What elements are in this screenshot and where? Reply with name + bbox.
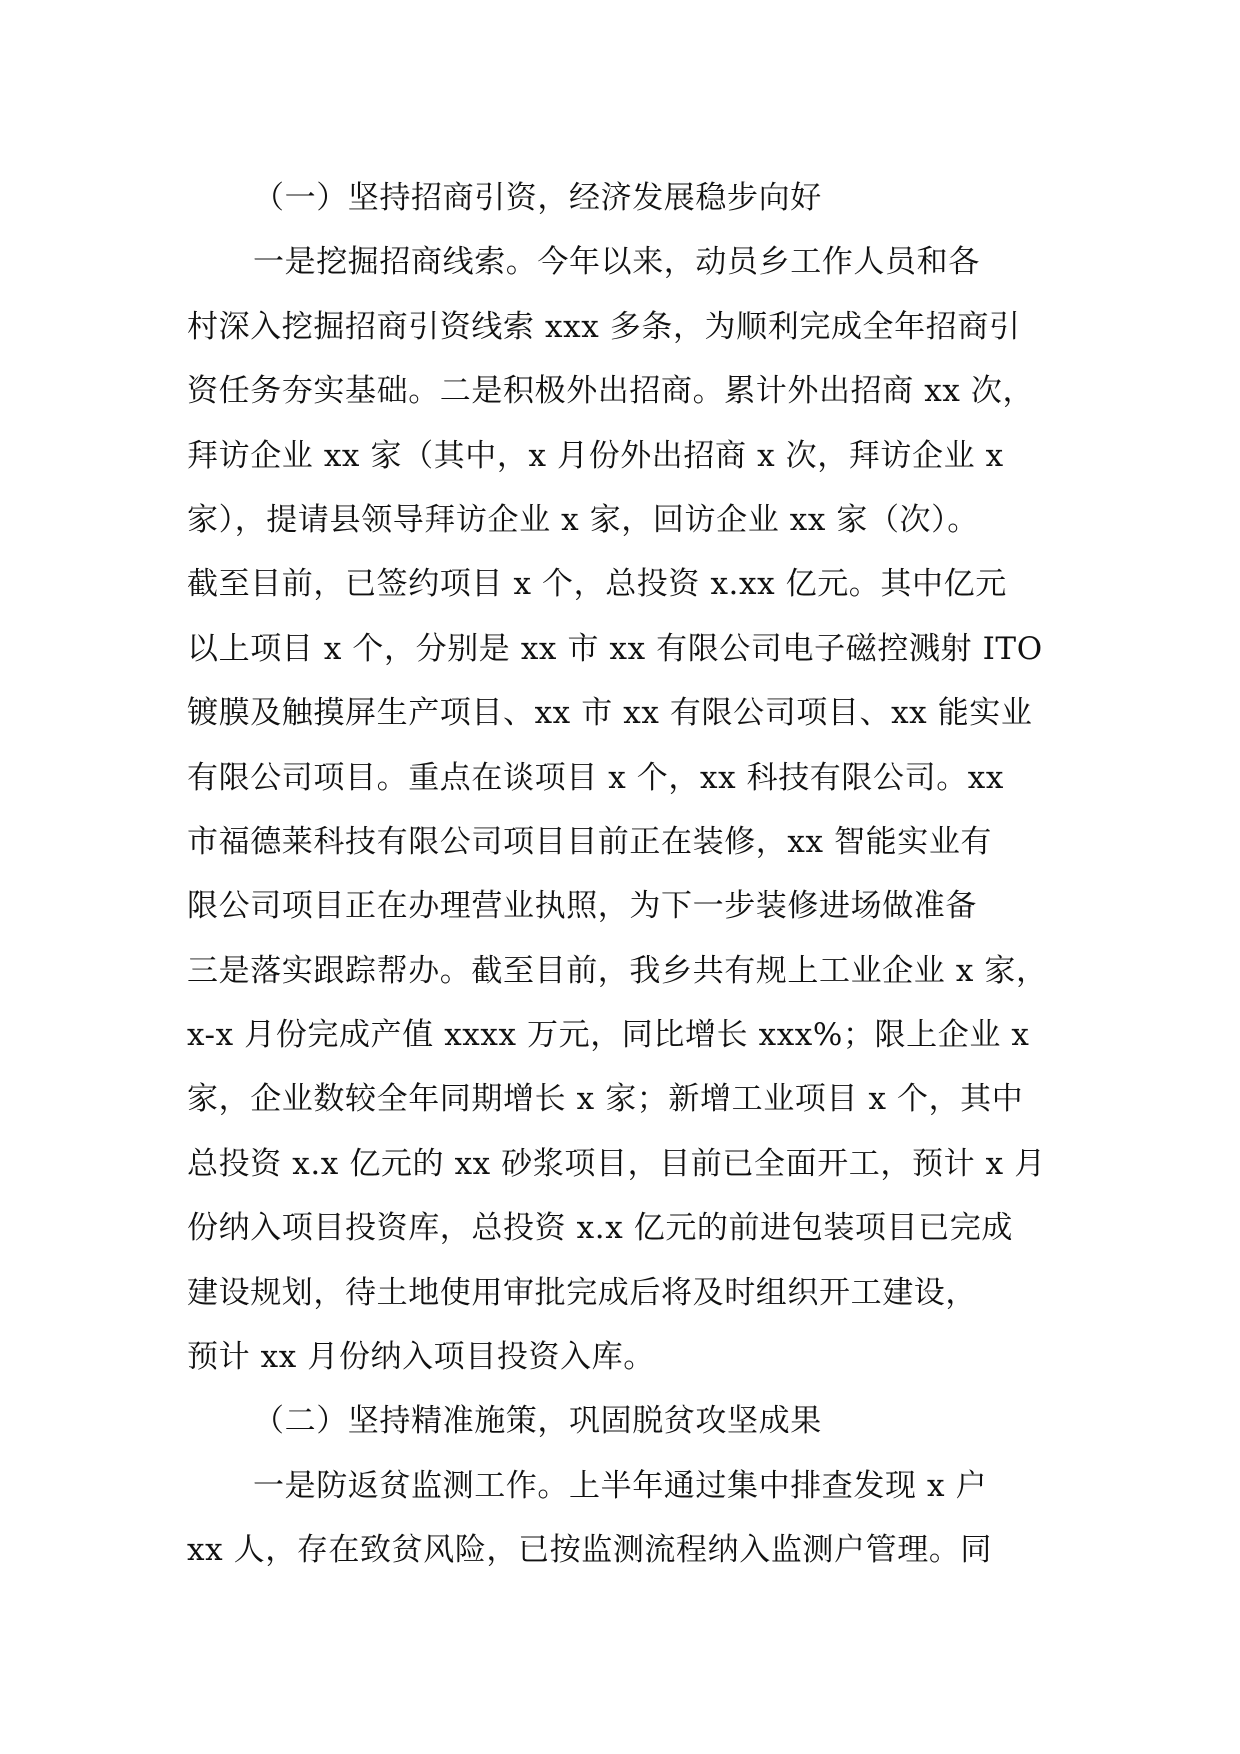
paragraph-line: 总投资 x.x 亿元的 xx 砂浆项目，目前已全面开工，预计 x 月 [187,1145,1046,1182]
paragraph-line: 限公司项目正在办理营业执照，为下一步装修进场做准备 [187,888,977,925]
paragraph-line: 村深入挖掘招商引资线索 xxx 多条，为顺利完成全年招商引 [187,308,1021,345]
paragraph-line: 一是防返贫监测工作。上半年通过集中排查发现 x 户 [253,1467,988,1504]
paragraph-line: 三是落实跟踪帮办。截至目前，我乡共有规上工业企业 x 家， [187,952,1048,989]
paragraph-line: 镀膜及触摸屏生产项目、xx 市 xx 有限公司项目、xx 能实业 [187,695,1033,732]
paragraph-line: x-x 月份完成产值 xxxx 万元，同比增长 xxx%；限上企业 x [187,1017,1030,1054]
paragraph-line: 有限公司项目。重点在谈项目 x 个，xx 科技有限公司。xx [187,759,1004,796]
paragraph-line: 份纳入项目投资库，总投资 x.x 亿元的前进包装项目已完成 [187,1210,1013,1247]
paragraph-line: 预计 xx 月份纳入项目投资入库。 [187,1339,655,1376]
section-heading-2: （二）坚持精准施策，巩固脱贫攻坚成果 [253,1403,822,1440]
paragraph-line: 以上项目 x 个，分别是 xx 市 xx 有限公司电子磁控溅射 ITO [187,630,1043,667]
paragraph-line: 家），提请县领导拜访企业 x 家，回访企业 xx 家（次）。 [187,501,979,538]
paragraph-line: 一是挖掘招商线索。今年以来，动员乡工作人员和各 [253,244,980,281]
section-heading-1: （一）坚持招商引资，经济发展稳步向好 [253,180,822,216]
document-body [187,166,1067,1583]
paragraph-line: xx 人，存在致贫风险，已按监测流程纳入监测户管理。同 [187,1532,993,1569]
paragraph-line: 市福德莱科技有限公司项目目前正在装修，xx 智能实业有 [187,823,993,860]
paragraph-line: 截至目前，已签约项目 x 个，总投资 x.xx 亿元。其中亿元 [187,566,1007,603]
paragraph-line: 资任务夯实基础。二是积极外出招商。累计外出招商 xx 次， [187,373,1035,410]
paragraph-line: 建设规划，待土地使用审批完成后将及时组织开工建设， [187,1274,977,1311]
paragraph-line: 拜访企业 xx 家（其中，x 月份外出招商 x 次，拜访企业 x [187,437,1004,474]
paragraph-line: 家，企业数较全年同期增长 x 家；新增工业项目 x 个，其中 [187,1081,1024,1118]
